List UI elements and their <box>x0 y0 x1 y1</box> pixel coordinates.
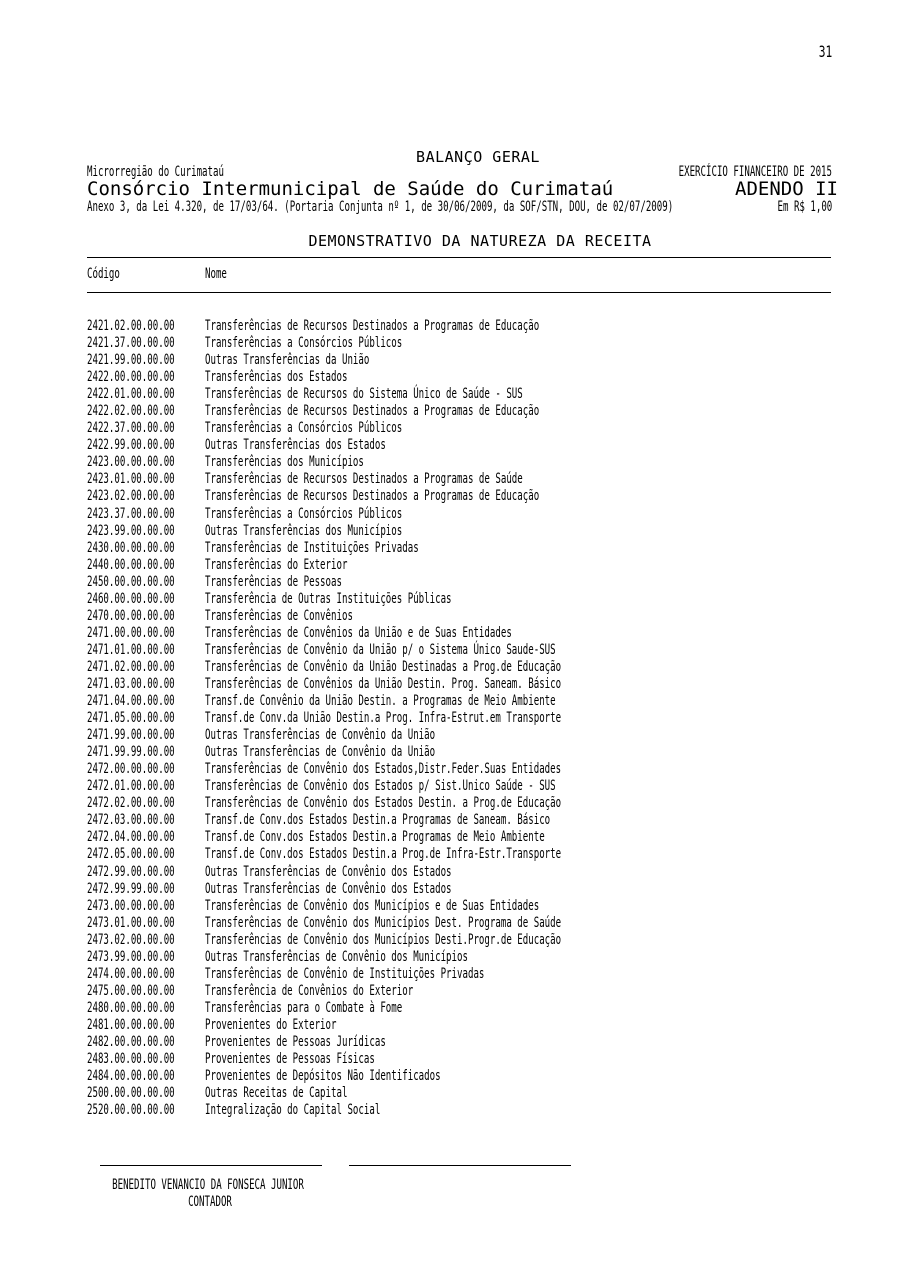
row-code: 2472.99.99.00.00 <box>87 880 175 897</box>
table-row <box>87 966 847 983</box>
row-code: 2460.00.00.00.00 <box>87 590 175 607</box>
row-name: Outras Transferências dos Municípios <box>205 522 403 539</box>
entity-name: Consórcio Intermunicipal de Saúde do Curimataú <box>87 178 614 200</box>
row-name: Transferências para o Combate à Fome <box>205 999 403 1016</box>
row-name: Outras Transferências dos Estados <box>205 437 386 454</box>
row-code: 2475.00.00.00.00 <box>87 982 175 999</box>
row-name: Transferências de Convênio dos Estados Destin. a Prog.de Educação <box>205 795 562 812</box>
row-name: Transf.de Convênio da União Destin. a Programas de Meio Ambiente <box>205 693 556 710</box>
table-row <box>87 932 847 949</box>
row-name: Outras Transferências de Convênio dos Estados <box>205 863 452 880</box>
table-row <box>87 523 847 540</box>
legal-reference: Anexo 3, da Lei 4.320, de 17/03/64. (Portaria Conjunta nº 1, de 30/06/2009, da SOF/STN, DOU, de 02/07/2009) <box>87 199 674 215</box>
table-row <box>87 1017 847 1034</box>
row-code: 2520.00.00.00.00 <box>87 1102 175 1119</box>
table-row <box>87 881 847 898</box>
table-row <box>87 710 847 727</box>
table-row <box>87 352 847 369</box>
row-name: Transferências de Convênio dos Municípios Desti.Progr.de Educação <box>205 931 562 948</box>
row-name: Transferência de Outras Instituições Públicas <box>205 590 452 607</box>
row-name: Transferências dos Estados <box>205 369 348 386</box>
row-code: 2480.00.00.00.00 <box>87 999 175 1016</box>
table-row <box>87 591 847 608</box>
row-name: Provenientes de Depósitos Não Identificados <box>205 1068 441 1085</box>
row-code: 2473.02.00.00.00 <box>87 931 175 948</box>
report-title: BALANÇO GERAL <box>416 148 540 166</box>
row-code: 2472.01.00.00.00 <box>87 778 175 795</box>
section-title: DEMONSTRATIVO DA NATUREZA DA RECEITA <box>308 232 652 250</box>
row-code: 2422.99.00.00.00 <box>87 437 175 454</box>
page-number: 31 <box>818 42 832 61</box>
row-code: 2472.03.00.00.00 <box>87 812 175 829</box>
table-row <box>87 318 847 335</box>
row-code: 2471.00.00.00.00 <box>87 624 175 641</box>
row-name: Transferências de Recursos do Sistema Único de Saúde - SUS <box>205 386 523 403</box>
table-row <box>87 540 847 557</box>
row-name: Outras Transferências da União <box>205 352 370 369</box>
table-row <box>87 642 847 659</box>
table-row <box>87 608 847 625</box>
row-name: Outras Receitas de Capital <box>205 1085 348 1102</box>
table-row <box>87 659 847 676</box>
table-row <box>87 625 847 642</box>
row-code: 2440.00.00.00.00 <box>87 556 175 573</box>
row-code: 2471.05.00.00.00 <box>87 710 175 727</box>
row-code: 2430.00.00.00.00 <box>87 539 175 556</box>
row-name: Transf.de Conv.dos Estados Destin.a Prog.de Infra-Estr.Transporte <box>205 846 562 863</box>
row-code: 2471.01.00.00.00 <box>87 641 175 658</box>
row-code: 2471.99.99.00.00 <box>87 744 175 761</box>
table-row <box>87 983 847 1000</box>
row-name: Transferências a Consórcios Públicos <box>205 335 403 352</box>
signer-role: CONTADOR <box>188 1194 232 1210</box>
row-name: Transferências de Recursos Destinados a Programas de Educação <box>205 318 540 334</box>
row-code: 2421.37.00.00.00 <box>87 335 175 352</box>
table-row <box>87 506 847 523</box>
row-code: 2423.37.00.00.00 <box>87 505 175 522</box>
table-row <box>87 488 847 505</box>
table-row <box>87 676 847 693</box>
table-row <box>87 864 847 881</box>
row-code: 2500.00.00.00.00 <box>87 1085 175 1102</box>
row-code: 2421.02.00.00.00 <box>87 318 175 334</box>
row-code: 2481.00.00.00.00 <box>87 1016 175 1033</box>
table-row <box>87 693 847 710</box>
row-code: 2483.00.00.00.00 <box>87 1051 175 1068</box>
table-row <box>87 386 847 403</box>
row-name: Outras Transferências de Convênio dos Estados <box>205 880 452 897</box>
row-name: Transferências dos Municípios <box>205 454 364 471</box>
row-name: Transferências do Exterior <box>205 556 348 573</box>
header-divider-top <box>87 257 831 258</box>
table-row <box>87 335 847 352</box>
row-code: 2473.00.00.00.00 <box>87 897 175 914</box>
row-name: Transf.de Conv.da União Destin.a Prog. Infra-Estrut.em Transporte <box>205 710 562 727</box>
table-row <box>87 915 847 932</box>
table-row <box>87 420 847 437</box>
header-divider-bottom <box>87 292 831 293</box>
row-code: 2473.99.00.00.00 <box>87 948 175 965</box>
table-row <box>87 437 847 454</box>
row-code: 2422.01.00.00.00 <box>87 386 175 403</box>
table-row <box>87 1034 847 1051</box>
row-code: 2423.01.00.00.00 <box>87 471 175 488</box>
table-row <box>87 898 847 915</box>
row-code: 2471.04.00.00.00 <box>87 693 175 710</box>
row-name: Transferências de Recursos Destinados a Programas de Saúde <box>205 471 523 488</box>
table-row <box>87 1085 847 1102</box>
table-row <box>87 403 847 420</box>
region-label: Microrregião do Curimataú <box>87 164 224 180</box>
row-name: Transferências de Convênio dos Municípios e de Suas Entidades <box>205 897 540 914</box>
row-code: 2422.00.00.00.00 <box>87 369 175 386</box>
addendum-label: ADENDO II <box>735 178 838 200</box>
row-code: 2473.01.00.00.00 <box>87 914 175 931</box>
column-header-code: Código <box>87 266 120 282</box>
row-name: Transferências de Recursos Destinados a Programas de Educação <box>205 488 540 505</box>
row-name: Transferências a Consórcios Públicos <box>205 505 403 522</box>
row-code: 2484.00.00.00.00 <box>87 1068 175 1085</box>
row-name: Transferências de Convênio dos Municípios Dest. Programa de Saúde <box>205 914 562 931</box>
fiscal-year-label: EXERCÍCIO FINANCEIRO DE 2015 <box>678 164 832 180</box>
table-row <box>87 812 847 829</box>
row-name: Transferências de Convênios da União Destin. Prog. Saneam. Básico <box>205 675 562 692</box>
row-name: Provenientes do Exterior <box>205 1016 337 1033</box>
row-code: 2471.02.00.00.00 <box>87 658 175 675</box>
table-row <box>87 1051 847 1068</box>
column-header-name: Nome <box>205 266 227 282</box>
row-code: 2482.00.00.00.00 <box>87 1033 175 1050</box>
row-name: Transferências de Convênio da União Destinadas a Prog.de Educação <box>205 658 562 675</box>
row-code: 2423.02.00.00.00 <box>87 488 175 505</box>
row-name: Transf.de Conv.dos Estados Destin.a Programas de Meio Ambiente <box>205 829 545 846</box>
table-row <box>87 574 847 591</box>
row-name: Integralização do Capital Social <box>205 1102 381 1119</box>
row-name: Transferências de Instituições Privadas <box>205 539 419 556</box>
row-name: Transf.de Conv.dos Estados Destin.a Programas de Saneam. Básico <box>205 812 551 829</box>
row-name: Transferência de Convênios do Exterior <box>205 982 414 999</box>
table-row <box>87 846 847 863</box>
row-code: 2422.37.00.00.00 <box>87 420 175 437</box>
row-name: Provenientes de Pessoas Físicas <box>205 1051 375 1068</box>
signature-line <box>100 1165 322 1166</box>
row-code: 2474.00.00.00.00 <box>87 965 175 982</box>
table-row <box>87 454 847 471</box>
table-row <box>87 557 847 574</box>
row-code: 2472.00.00.00.00 <box>87 761 175 778</box>
table-row <box>87 1102 847 1119</box>
signature-line <box>349 1165 571 1166</box>
table-row <box>87 744 847 761</box>
row-name: Transferências de Convênio da União p/ o Sistema Único Saude-SUS <box>205 641 556 658</box>
row-name: Transferências a Consórcios Públicos <box>205 420 403 437</box>
row-name: Outras Transferências de Convênio da União <box>205 727 436 744</box>
table-row <box>87 727 847 744</box>
row-code: 2472.05.00.00.00 <box>87 846 175 863</box>
table-row <box>87 471 847 488</box>
row-code: 2472.02.00.00.00 <box>87 795 175 812</box>
table-row <box>87 1068 847 1085</box>
row-code: 2472.04.00.00.00 <box>87 829 175 846</box>
table-row <box>87 829 847 846</box>
row-name: Transferências de Convênios <box>205 607 353 624</box>
row-code: 2450.00.00.00.00 <box>87 573 175 590</box>
table-row <box>87 1000 847 1017</box>
row-name: Transferências de Recursos Destinados a Programas de Educação <box>205 403 540 420</box>
row-code: 2423.99.00.00.00 <box>87 522 175 539</box>
table-row <box>87 795 847 812</box>
table-row <box>87 949 847 966</box>
row-name: Provenientes de Pessoas Jurídicas <box>205 1033 386 1050</box>
row-name: Outras Transferências de Convênio dos Municípios <box>205 948 468 965</box>
row-name: Transferências de Convênio de Instituições Privadas <box>205 965 485 982</box>
table-row <box>87 778 847 795</box>
row-code: 2471.03.00.00.00 <box>87 675 175 692</box>
row-code: 2472.99.00.00.00 <box>87 863 175 880</box>
signer-name: BENEDITO VENANCIO DA FONSECA JUNIOR <box>112 1177 304 1193</box>
row-code: 2470.00.00.00.00 <box>87 607 175 624</box>
currency-label: Em R$ 1,00 <box>777 199 832 215</box>
row-code: 2422.02.00.00.00 <box>87 403 175 420</box>
revenue-table <box>87 318 847 1119</box>
row-code: 2423.00.00.00.00 <box>87 454 175 471</box>
row-name: Transferências de Pessoas <box>205 573 342 590</box>
row-name: Outras Transferências de Convênio da União <box>205 744 436 761</box>
row-name: Transferências de Convênios da União e de Suas Entidades <box>205 624 512 641</box>
table-row <box>87 761 847 778</box>
table-row <box>87 369 847 386</box>
row-name: Transferências de Convênio dos Estados,Distr.Feder.Suas Entidades <box>205 761 562 778</box>
row-name: Transferências de Convênio dos Estados p/ Sist.Unico Saúde - SUS <box>205 778 556 795</box>
row-code: 2421.99.00.00.00 <box>87 352 175 369</box>
row-code: 2471.99.00.00.00 <box>87 727 175 744</box>
